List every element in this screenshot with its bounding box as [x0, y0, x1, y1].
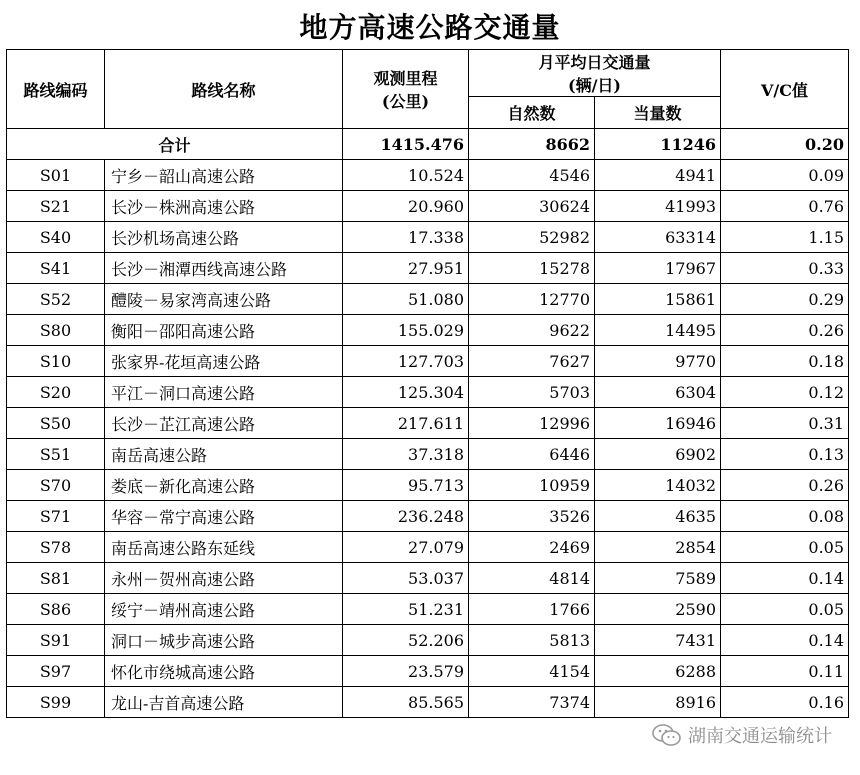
route-name-cell: 宁乡－韶山高速公路	[105, 160, 343, 191]
natural-count-cell: 12996	[469, 408, 595, 439]
header-equivalent: 当量数	[595, 97, 721, 129]
mileage-cell: 125.304	[343, 377, 469, 408]
equivalent-count-cell: 6902	[595, 439, 721, 470]
route-code-cell: S41	[7, 253, 105, 284]
table-row	[7, 222, 849, 253]
route-name-cell: 平江－洞口高速公路	[105, 377, 343, 408]
table-row	[7, 191, 849, 222]
natural-count-cell: 3526	[469, 501, 595, 532]
table-row	[7, 408, 849, 439]
table-row	[7, 501, 849, 532]
vc-ratio-cell: 0.33	[721, 253, 849, 284]
mileage-cell: 95.713	[343, 470, 469, 501]
route-name-cell: 长沙－芷江高速公路	[105, 408, 343, 439]
mileage-cell: 23.579	[343, 656, 469, 687]
route-name-cell: 南岳高速公路	[105, 439, 343, 470]
equivalent-count-cell: 8916	[595, 687, 721, 718]
route-name-cell: 怀化市绕城高速公路	[105, 656, 343, 687]
mileage-cell: 51.080	[343, 284, 469, 315]
route-code-cell: S10	[7, 346, 105, 377]
equivalent-count-cell: 63314	[595, 222, 721, 253]
total-row	[7, 129, 849, 160]
table-row	[7, 253, 849, 284]
equivalent-count-cell: 2854	[595, 532, 721, 563]
table-row	[7, 687, 849, 718]
natural-count-cell: 7374	[469, 687, 595, 718]
route-code-cell: S99	[7, 687, 105, 718]
equivalent-count-cell: 7589	[595, 563, 721, 594]
header-code: 路线编码	[7, 50, 105, 129]
vc-ratio-cell: 0.13	[721, 439, 849, 470]
natural-count-cell: 12770	[469, 284, 595, 315]
table-row	[7, 594, 849, 625]
route-code-cell: S71	[7, 501, 105, 532]
total-mileage: 1415.476	[343, 129, 469, 160]
mileage-cell: 20.960	[343, 191, 469, 222]
route-code-cell: S78	[7, 532, 105, 563]
natural-count-cell: 5703	[469, 377, 595, 408]
route-code-cell: S51	[7, 439, 105, 470]
total-equivalent: 11246	[595, 129, 721, 160]
equivalent-count-cell: 16946	[595, 408, 721, 439]
wechat-icon	[652, 723, 682, 747]
mileage-cell: 155.029	[343, 315, 469, 346]
equivalent-count-cell: 4941	[595, 160, 721, 191]
mileage-cell: 85.565	[343, 687, 469, 718]
traffic-table	[6, 49, 849, 718]
total-natural: 8662	[469, 129, 595, 160]
mileage-cell: 217.611	[343, 408, 469, 439]
natural-count-cell: 5813	[469, 625, 595, 656]
equivalent-count-cell: 14032	[595, 470, 721, 501]
header-natural: 自然数	[469, 97, 595, 129]
mileage-cell: 27.079	[343, 532, 469, 563]
route-code-cell: S20	[7, 377, 105, 408]
route-code-cell: S81	[7, 563, 105, 594]
vc-ratio-cell: 0.16	[721, 687, 849, 718]
natural-count-cell: 30624	[469, 191, 595, 222]
route-code-cell: S91	[7, 625, 105, 656]
vc-ratio-cell: 0.09	[721, 160, 849, 191]
vc-ratio-cell: 0.31	[721, 408, 849, 439]
table-row	[7, 470, 849, 501]
vc-ratio-cell: 0.05	[721, 532, 849, 563]
table-row	[7, 563, 849, 594]
route-name-cell: 衡阳－邵阳高速公路	[105, 315, 343, 346]
route-code-cell: S50	[7, 408, 105, 439]
route-code-cell: S21	[7, 191, 105, 222]
mileage-cell: 53.037	[343, 563, 469, 594]
total-vc: 0.20	[721, 129, 849, 160]
natural-count-cell: 15278	[469, 253, 595, 284]
natural-count-cell: 4546	[469, 160, 595, 191]
header-traffic	[469, 50, 721, 97]
watermark	[652, 722, 832, 748]
route-code-cell: S01	[7, 160, 105, 191]
header-vc: V/C值	[721, 50, 849, 129]
vc-ratio-cell: 0.26	[721, 315, 849, 346]
table-row	[7, 315, 849, 346]
vc-ratio-cell: 0.12	[721, 377, 849, 408]
mileage-cell: 52.206	[343, 625, 469, 656]
table-row	[7, 656, 849, 687]
table-row	[7, 160, 849, 191]
table-row	[7, 625, 849, 656]
watermark-text: 湖南交通运输统计	[688, 726, 832, 747]
route-code-cell: S97	[7, 656, 105, 687]
table-row	[7, 377, 849, 408]
natural-count-cell: 2469	[469, 532, 595, 563]
route-name-cell: 洞口－城步高速公路	[105, 625, 343, 656]
header-mileage-line1: 观测里程	[373, 69, 438, 88]
route-code-cell: S86	[7, 594, 105, 625]
equivalent-count-cell: 7431	[595, 625, 721, 656]
route-name-cell: 绥宁－靖州高速公路	[105, 594, 343, 625]
mileage-cell: 127.703	[343, 346, 469, 377]
vc-ratio-cell: 0.05	[721, 594, 849, 625]
table-row	[7, 346, 849, 377]
route-code-cell: S40	[7, 222, 105, 253]
route-code-cell: S70	[7, 470, 105, 501]
natural-count-cell: 6446	[469, 439, 595, 470]
mileage-cell: 51.231	[343, 594, 469, 625]
equivalent-count-cell: 15861	[595, 284, 721, 315]
vc-ratio-cell: 0.18	[721, 346, 849, 377]
mileage-cell: 10.524	[343, 160, 469, 191]
table-row	[7, 284, 849, 315]
natural-count-cell: 9622	[469, 315, 595, 346]
vc-ratio-cell: 0.08	[721, 501, 849, 532]
equivalent-count-cell: 14495	[595, 315, 721, 346]
mileage-cell: 17.338	[343, 222, 469, 253]
mileage-cell: 236.248	[343, 501, 469, 532]
route-name-cell: 长沙－株洲高速公路	[105, 191, 343, 222]
natural-count-cell: 4814	[469, 563, 595, 594]
equivalent-count-cell: 6288	[595, 656, 721, 687]
vc-ratio-cell: 0.14	[721, 625, 849, 656]
natural-count-cell: 1766	[469, 594, 595, 625]
header-traffic-line1: 月平均日交通量	[538, 53, 651, 72]
route-name-cell: 龙山-吉首高速公路	[105, 687, 343, 718]
vc-ratio-cell: 1.15	[721, 222, 849, 253]
natural-count-cell: 4154	[469, 656, 595, 687]
route-name-cell: 南岳高速公路东延线	[105, 532, 343, 563]
natural-count-cell: 7627	[469, 346, 595, 377]
equivalent-count-cell: 6304	[595, 377, 721, 408]
equivalent-count-cell: 2590	[595, 594, 721, 625]
route-name-cell: 娄底－新化高速公路	[105, 470, 343, 501]
header-traffic-line2: (辆/日)	[568, 76, 621, 95]
mileage-cell: 37.318	[343, 439, 469, 470]
route-name-cell: 长沙－湘潭西线高速公路	[105, 253, 343, 284]
route-name-cell: 醴陵－易家湾高速公路	[105, 284, 343, 315]
header-name: 路线名称	[105, 50, 343, 129]
vc-ratio-cell: 0.26	[721, 470, 849, 501]
natural-count-cell: 10959	[469, 470, 595, 501]
route-name-cell: 华容－常宁高速公路	[105, 501, 343, 532]
table-row	[7, 532, 849, 563]
natural-count-cell: 52982	[469, 222, 595, 253]
vc-ratio-cell: 0.29	[721, 284, 849, 315]
route-name-cell: 张家界-花垣高速公路	[105, 346, 343, 377]
total-label: 合计	[7, 129, 343, 160]
header-mileage	[343, 50, 469, 129]
equivalent-count-cell: 41993	[595, 191, 721, 222]
route-name-cell: 长沙机场高速公路	[105, 222, 343, 253]
mileage-cell: 27.951	[343, 253, 469, 284]
vc-ratio-cell: 0.76	[721, 191, 849, 222]
route-code-cell: S80	[7, 315, 105, 346]
vc-ratio-cell: 0.11	[721, 656, 849, 687]
table-row	[7, 439, 849, 470]
header-mileage-line2: (公里)	[381, 92, 430, 111]
vc-ratio-cell: 0.14	[721, 563, 849, 594]
page-title: 地方高速公路交通量	[299, 11, 561, 44]
equivalent-count-cell: 4635	[595, 501, 721, 532]
equivalent-count-cell: 9770	[595, 346, 721, 377]
route-code-cell: S52	[7, 284, 105, 315]
route-name-cell: 永州－贺州高速公路	[105, 563, 343, 594]
equivalent-count-cell: 17967	[595, 253, 721, 284]
